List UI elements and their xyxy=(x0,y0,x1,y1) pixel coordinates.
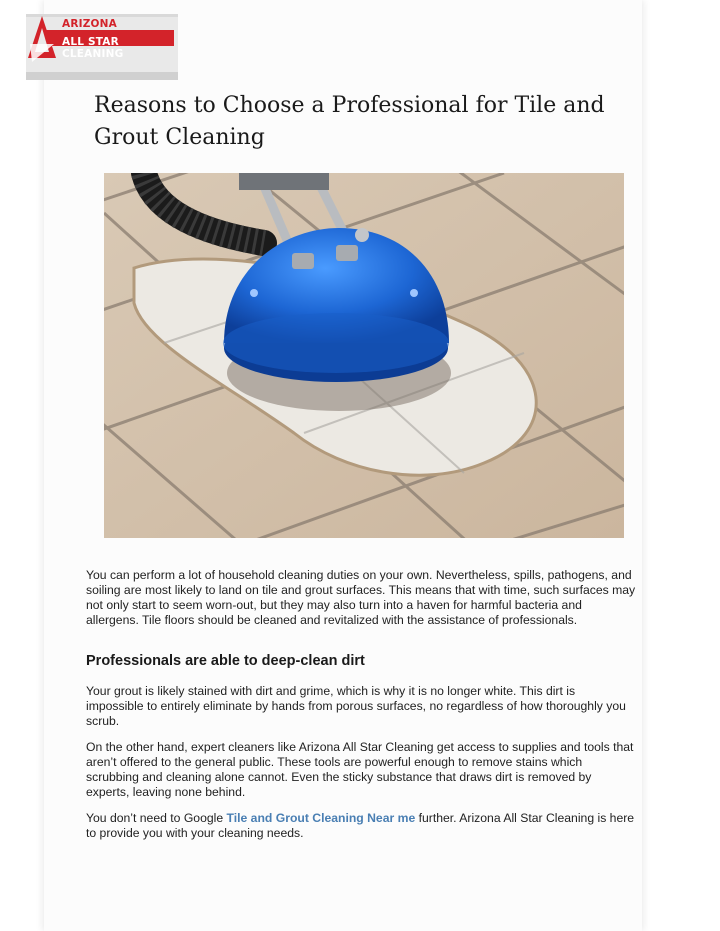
intro-paragraph: You can perform a lot of household cleaning duties on your own. Nevertheless, spills, pathogens, and soiling are most likely to land on tile and grout surfaces. This means that with time, such surfaces may not only start to seem worn-out, but they may also turn into a haven for harmful bacteria and allergens. Tile floors should be cleaned and revitalized with the assistance of professionals. xyxy=(86,568,636,627)
page-title: Reasons to Choose a Professional for Tile and Grout Cleaning xyxy=(94,93,605,150)
company-logo xyxy=(26,14,178,80)
tile-grout-cleaning-link[interactable]: Tile and Grout Cleaning Near me xyxy=(226,811,416,825)
logo-line-2: ALL STAR CLEANING xyxy=(62,36,124,60)
tile-cleaner-photo xyxy=(104,173,624,538)
logo-line-1: ARIZONA xyxy=(62,18,117,30)
cta-text-after: further. Arizona All Star Cleaning is here to provide you with your cleaning needs. xyxy=(86,811,635,840)
cta-text-before: You don’t need to Google xyxy=(86,811,227,825)
section-heading: Professionals are able to deep-clean dirt xyxy=(86,653,365,669)
paragraph-experts: On the other hand, expert cleaners like Arizona All Star Cleaning get access to supplies and tools that aren’t offered to the general public. These tools are powerful enough to remove stains which scrubbing and cleaning alone cannot. Even the sticky substance that draws dirt is removed by experts, leaving none behind. xyxy=(86,740,634,799)
paragraph-dirt: Your grout is likely stained with dirt and grime, which is why it is no longer white. This dirt is impossible to entirely eliminate by hands from porous surfaces, no regardless of how thoroughly you scrub. xyxy=(86,684,626,728)
paragraph-cta xyxy=(86,811,636,841)
